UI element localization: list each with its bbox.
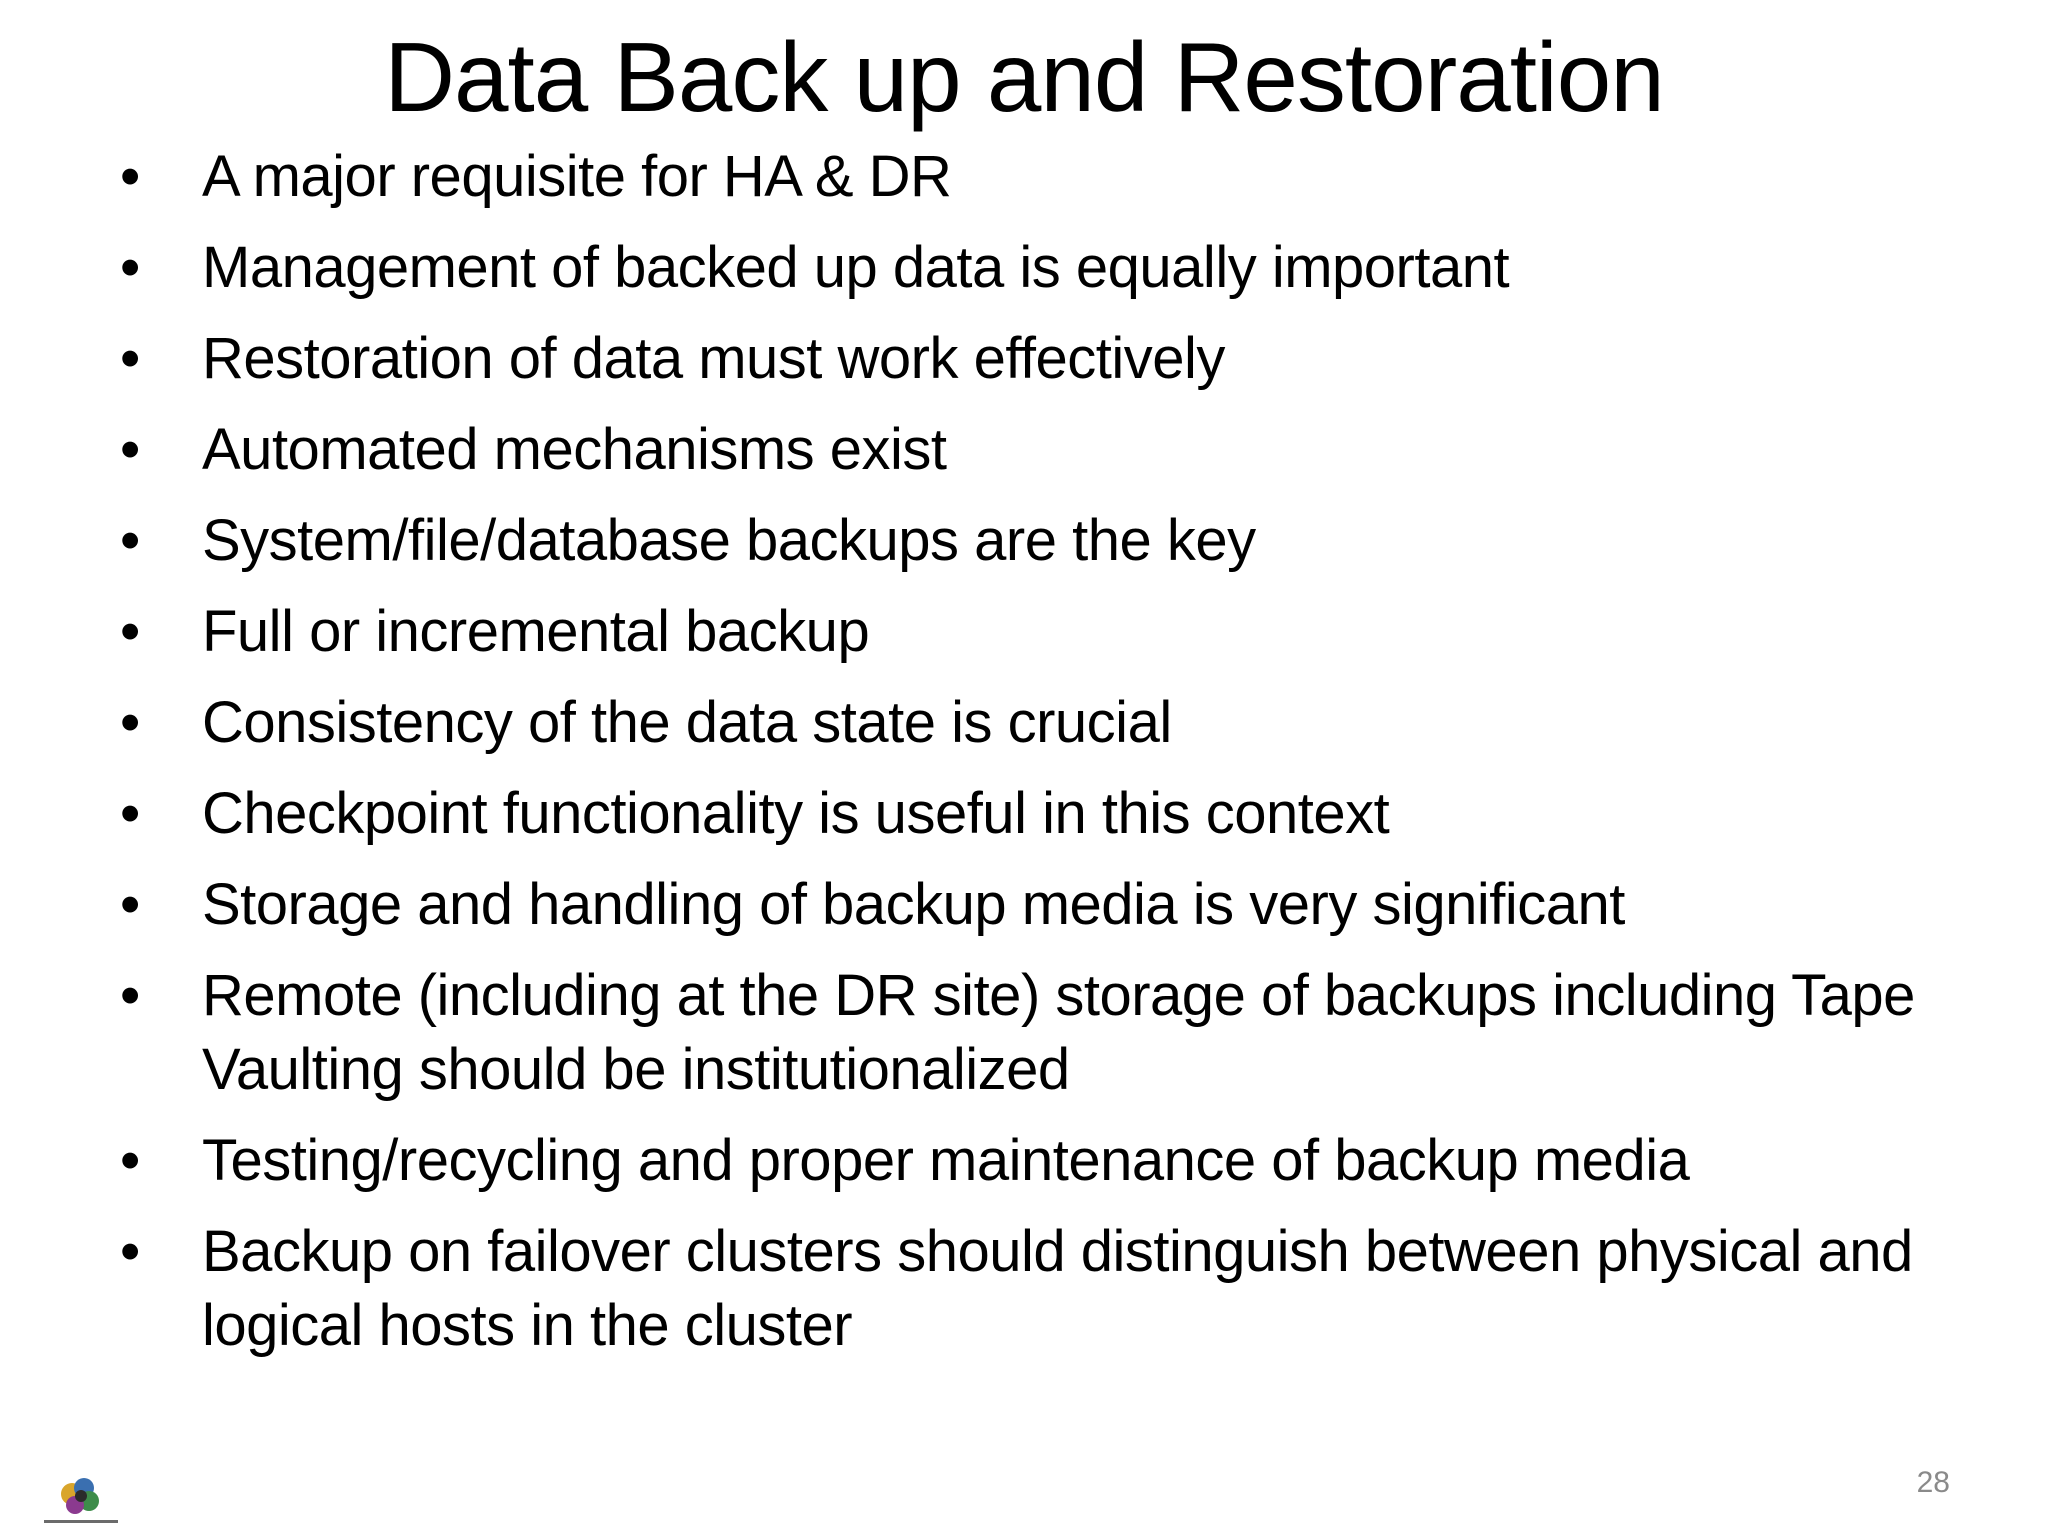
bullet-item [120,413,1980,487]
logo-shape-center [75,1490,87,1502]
bullet-item [120,959,1980,1107]
bullet-item [120,504,1980,578]
bullet-dot-icon: • [120,508,140,573]
bullet-text: Storage and handling of backup media is very significant [202,872,1625,937]
slide-title: Data Back up and Restoration [384,22,1664,132]
bullet-text: Management of backed up data is equally important [202,235,1510,300]
bullet-dot-icon: • [120,872,140,937]
bullet-dot-icon: • [120,1219,140,1284]
bullet-text: Testing/recycling and proper maintenance of backup media [202,1128,1690,1193]
bullet-dot-icon: • [120,963,140,1028]
bullet-list [120,140,1980,1380]
bullet-dot-icon: • [120,1128,140,1193]
bullet-text: Full or incremental backup [202,599,870,664]
bullet-dot-icon: • [120,144,140,209]
bullet-text: A major requisite for HA & DR [202,144,952,209]
bullet-item [120,322,1980,396]
organization-logo-icon [38,1474,124,1530]
bullet-dot-icon: • [120,326,140,391]
bullet-text: Remote (including at the DR site) storage of backups including Tape Vaulting should be institutionalized [202,963,1915,1102]
bullet-dot-icon: • [120,235,140,300]
bullet-item [120,595,1980,669]
bullet-item [120,686,1980,760]
bullet-text: Automated mechanisms exist [202,417,947,482]
bullet-text: Consistency of the data state is crucial [202,690,1172,755]
bullet-item [120,1124,1980,1198]
bullet-text: Checkpoint functionality is useful in this context [202,781,1390,846]
bullet-text: Backup on failover clusters should distinguish between physical and logical hosts in the cluster [202,1219,1913,1358]
bullet-dot-icon: • [120,781,140,846]
bullet-item [120,1215,1980,1363]
bullet-dot-icon: • [120,599,140,664]
bullet-text: Restoration of data must work effectively [202,326,1225,391]
bullet-item [120,777,1980,851]
bullet-item [120,140,1980,214]
logo-tagline-mark [44,1520,118,1523]
bullet-text: System/file/database backups are the key [202,508,1256,573]
bullet-dot-icon: • [120,690,140,755]
bullet-dot-icon: • [120,417,140,482]
bullet-item [120,231,1980,305]
logo-graphic [38,1474,124,1530]
bullet-item [120,868,1980,942]
page-number: 28 [1916,1466,1950,1499]
